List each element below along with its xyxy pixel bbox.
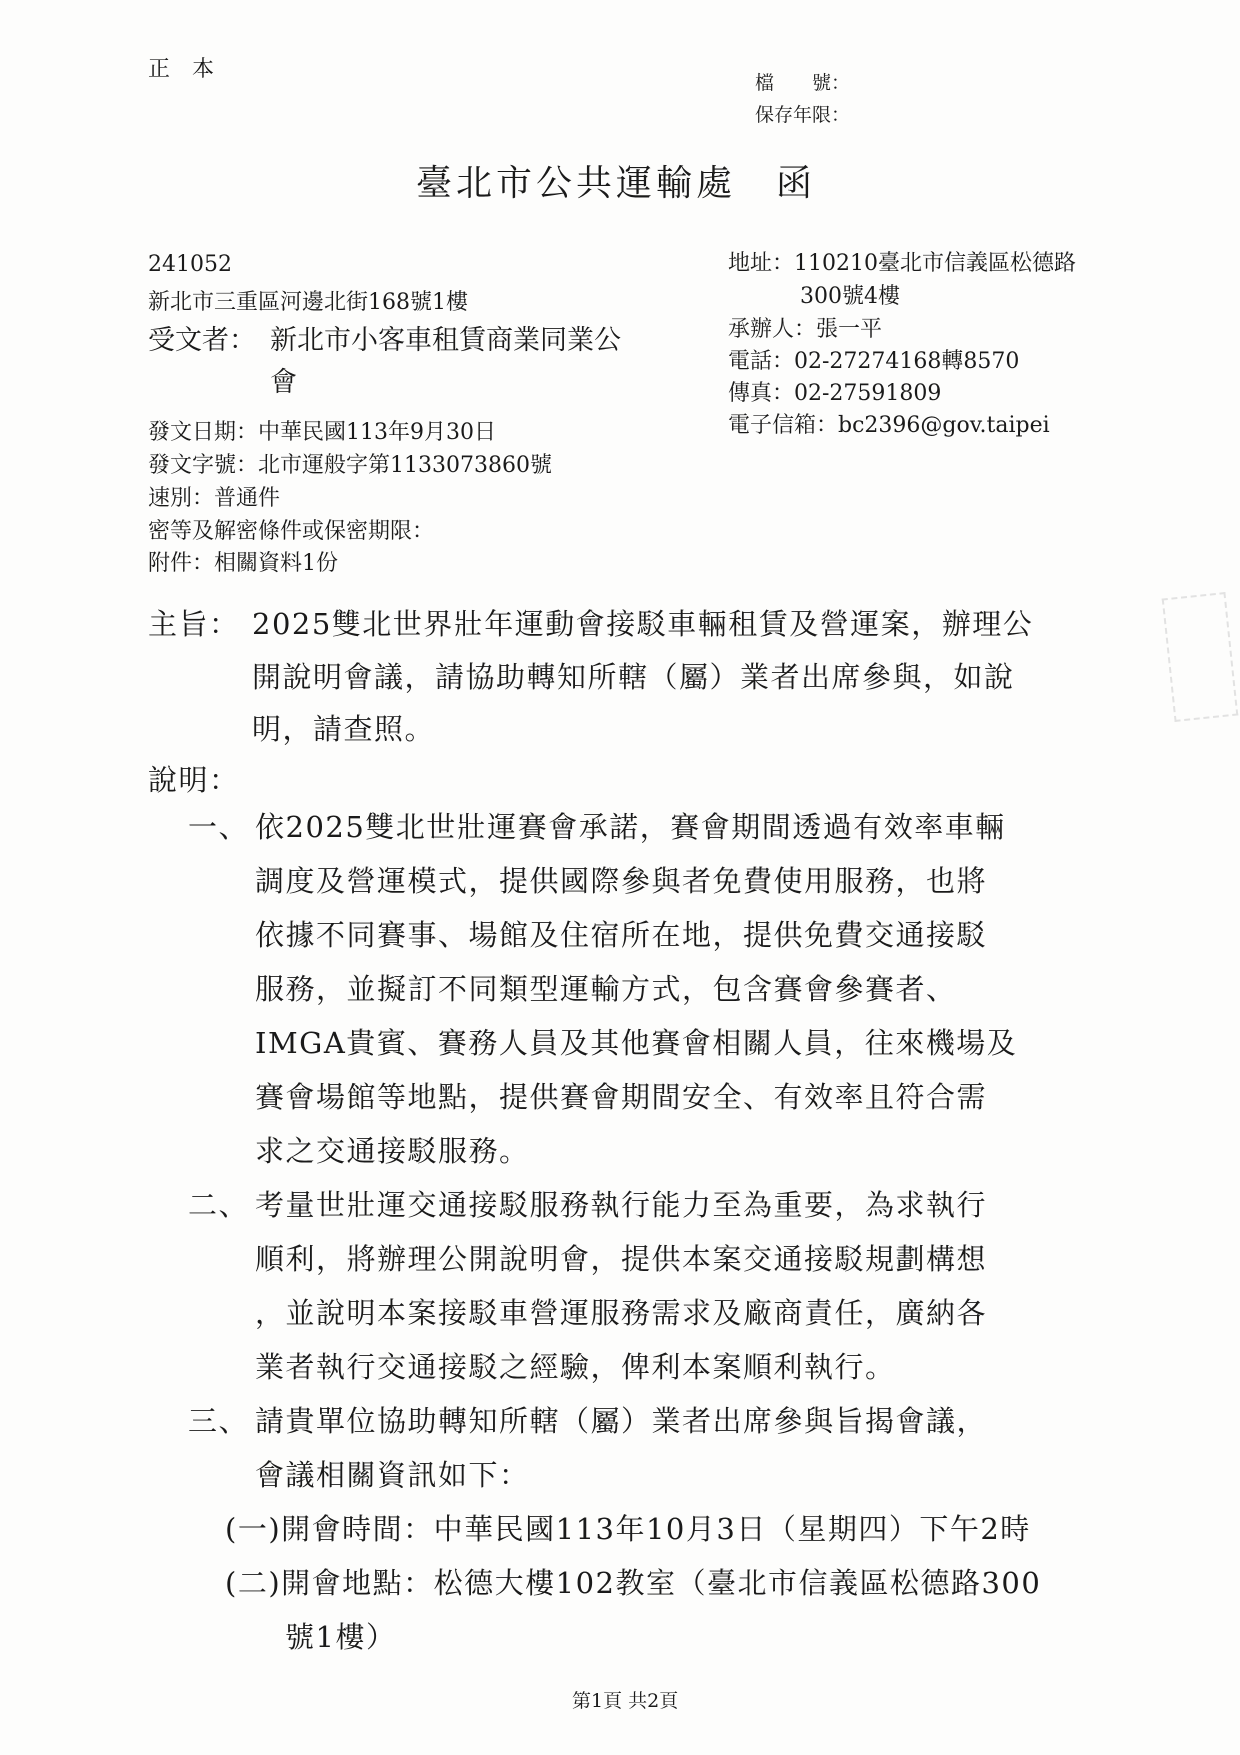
item1-line7: 求之交通接駁服務。 bbox=[255, 1134, 530, 1168]
phone: 電話：02-27274168轉8570 bbox=[728, 349, 1020, 374]
copy-label: 正 本 bbox=[148, 57, 215, 82]
recipient-name-line2: 會 bbox=[270, 367, 297, 398]
item3-sub1: (一)開會時間：中華民國113年10月3日（星期四）下午2時 bbox=[225, 1512, 1031, 1546]
item2-number: 二、 bbox=[188, 1188, 250, 1222]
handler: 承辦人：張一平 bbox=[728, 317, 883, 342]
explanation-label: 說明： bbox=[148, 763, 240, 797]
item3-sub2-line1: (二)開會地點：松德大樓102教室（臺北市信義區松德路300 bbox=[225, 1566, 1042, 1600]
item2-line4: 業者執行交通接駁之經驗，俾利本案順利執行。 bbox=[255, 1350, 896, 1384]
item3-number: 三、 bbox=[188, 1404, 250, 1438]
subject-line2: 開說明會議，請協助轉知所轄（屬）業者出席參與，如說 bbox=[252, 660, 1015, 694]
item1-line6: 賽會場館等地點，提供賽會期間安全、有效率且符合需 bbox=[255, 1080, 988, 1114]
recipient-address: 新北市三重區河邊北街168號1樓 bbox=[148, 290, 468, 315]
subject-line3: 明，請查照。 bbox=[252, 712, 436, 746]
postal-code: 241052 bbox=[148, 252, 232, 277]
attachment: 附件：相關資料1份 bbox=[148, 551, 338, 576]
sender-address-line2: 300號4樓 bbox=[800, 284, 900, 309]
subject-label: 主旨： bbox=[148, 607, 240, 641]
item1-line1: 依2025雙北世壯運賽會承諾，賽會期間透過有效率車輛 bbox=[255, 810, 1006, 844]
faint-stamp-mark bbox=[1162, 592, 1239, 722]
item2-line1: 考量世壯運交通接駁服務執行能力至為重要，為求執行 bbox=[255, 1188, 988, 1222]
fax: 傳真：02-27591809 bbox=[728, 381, 942, 406]
recipient-label: 受文者： bbox=[148, 325, 256, 356]
retention-period-label: 保存年限： bbox=[755, 104, 851, 126]
speed-class: 速別：普通件 bbox=[148, 486, 281, 511]
item3-line2: 會議相關資訊如下： bbox=[255, 1458, 530, 1492]
page-indicator: 第1頁 共2頁 bbox=[572, 1690, 679, 1712]
item1-line4: 服務，並擬訂不同類型運輸方式，包含賽會參賽者、 bbox=[255, 972, 957, 1006]
subject-line1: 2025雙北世界壯年運動會接駁車輛租賃及營運案，辦理公 bbox=[252, 607, 1034, 641]
email: 電子信箱：bc2396@gov.taipei bbox=[728, 413, 1050, 438]
item1-line2: 調度及營運模式，提供國際參與者免費使用服務，也將 bbox=[255, 864, 988, 898]
recipient-name-line1: 新北市小客車租賃商業同業公 bbox=[270, 325, 621, 356]
item1-line5: IMGA貴賓、賽務人員及其他賽會相關人員，往來機場及 bbox=[255, 1026, 1018, 1060]
secrecy-level: 密等及解密條件或保密期限： bbox=[148, 519, 435, 544]
item3-sub2-line2: 號1樓） bbox=[285, 1620, 397, 1654]
item3-line1: 請貴單位協助轉知所轄（屬）業者出席參與旨揭會議， bbox=[255, 1404, 988, 1438]
document-title: 臺北市公共運輸處 函 bbox=[416, 163, 817, 204]
document-number: 發文字號：北市運般字第1133073860號 bbox=[148, 453, 552, 478]
item2-line2: 順利，將辦理公開說明會，提供本案交通接駁規劃構想 bbox=[255, 1242, 988, 1276]
sender-address-line1: 地址：110210臺北市信義區松德路 bbox=[728, 251, 1076, 276]
file-number-label: 檔 號： bbox=[755, 72, 851, 94]
item2-line3: ，並說明本案接駁車營運服務需求及廠商責任，廣納各 bbox=[255, 1296, 988, 1330]
issue-date: 發文日期：中華民國113年9月30日 bbox=[148, 420, 496, 445]
item1-line3: 依據不同賽事、場館及住宿所在地，提供免費交通接駁 bbox=[255, 918, 988, 952]
item1-number: 一、 bbox=[188, 810, 250, 844]
